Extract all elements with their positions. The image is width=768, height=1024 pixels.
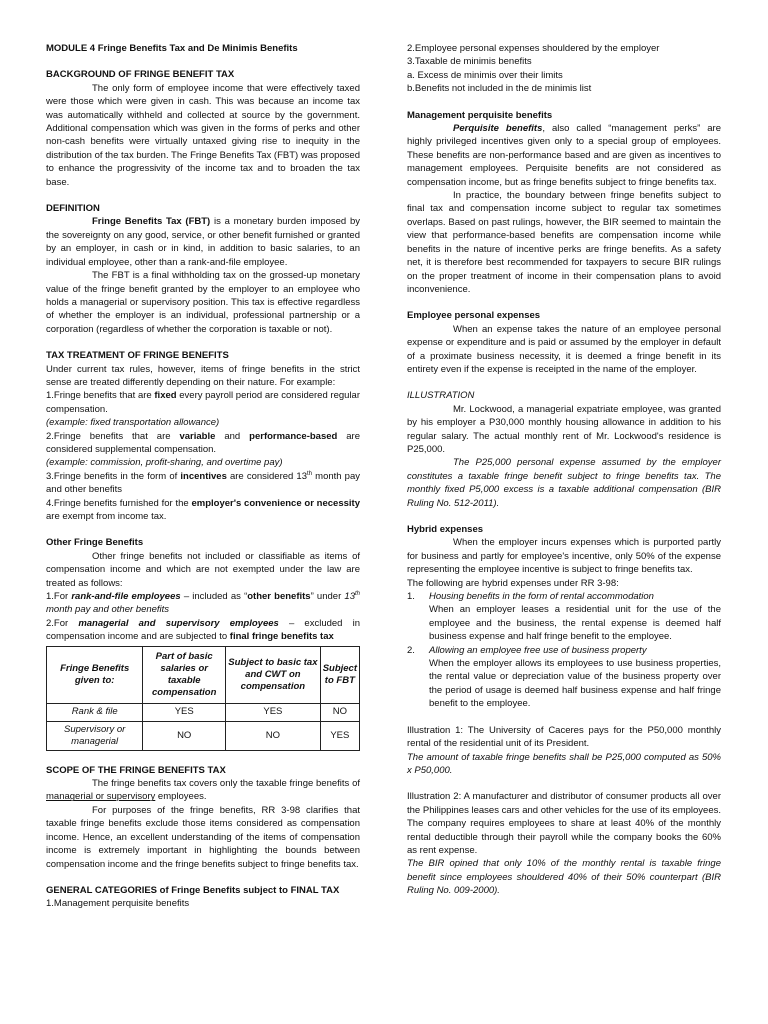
treatment-item-1	[46, 389, 360, 416]
hybrid-heading: Hybrid expenses	[407, 524, 484, 535]
perquisite-paragraph-2: In practice, the boundary between fringe benefits subject to final tax and compensation income subject to regular tax sometimes overlaps. Based on past rulings, however, the BIR seemed to maintain the view that performance-based benefits are compensation income while benefits in the nature of incentive perks are fringe benefits. As a safety net, it is therefore best recommended for taxpayers to secure BIR rulings on the proper treatment of income in their compensation plans to avoid inconvenience.	[407, 190, 721, 295]
table-cell: NO	[320, 703, 359, 721]
scope-paragraph-2: For purposes of the fringe benefits, RR 3-98 clarifies that taxable fringe benefits exclude those items considered as compensation income. Hence, an excellent understanding of the items of compensation income is extremely important in highlighting the bounds between compensation income and the fringe benefits subject to fringe benefits tax.	[46, 804, 360, 870]
table-cell: Rank & file	[47, 703, 143, 721]
category-item-1: 1.Management perquisite benefits	[46, 898, 190, 910]
item-text: are considered 13	[226, 470, 308, 482]
definition-heading: DEFINITION	[46, 203, 100, 215]
scope-underlined: managerial or supervisory	[46, 791, 156, 803]
scope-paragraph-1	[46, 777, 360, 804]
left-column	[46, 42, 360, 911]
perquisite-paragraph-1	[407, 122, 721, 189]
other-benefits-heading: Other Fringe Benefits	[46, 537, 144, 549]
other-item-1	[46, 590, 360, 617]
hybrid-item-2-body: When the employer allows its employees to use business properties, the rental value or depreciation value of the business property over the period of usage is deemed half business expense and half fringe benefit to the employee.	[429, 658, 721, 710]
ordinal-suffix: th	[355, 590, 361, 597]
item-text: – included as “	[180, 591, 248, 603]
list-number: 1.	[407, 591, 415, 603]
definition-paragraph-1	[46, 215, 360, 269]
item-text: and	[215, 430, 250, 442]
item-text: – excluded in compensation income and are subjected to	[46, 617, 360, 643]
illustration-2-result: The BIR opined that only 10% of the monthly rental is taxable fringe benefit since employees shouldered 40% of their 50% counterpart (BIR Ruling No. 009-2000).	[407, 858, 721, 897]
scope-heading: SCOPE OF THE FRINGE BENEFITS TAX	[46, 764, 226, 776]
treatment-item-2	[46, 430, 360, 457]
treatment-example-2: (example: commission, profit-sharing, and overtime pay)	[46, 457, 283, 469]
item-text: are exempt from income tax.	[46, 511, 167, 522]
item-emphasis: other benefits	[247, 591, 311, 603]
item-emphasis: rank-and-file employees	[71, 591, 181, 603]
scope-text: employees.	[155, 791, 207, 803]
personal-expenses-body: When an expense takes the nature of an employee personal expense or expenditure and is paid or assumed by the employer in default of a proximate business necessity, it is deemed a fringe benefit in its entirety even if the expense is receipted in the name of the employer.	[407, 323, 721, 375]
table-header-cell: Subject to FBT	[320, 646, 359, 703]
hybrid-item-1-title: Housing benefits in the form of rental accommodation	[429, 591, 654, 603]
item-emphasis: final fringe benefits tax	[229, 631, 334, 643]
item-text: every payroll period are considered regular compensation.	[46, 390, 360, 415]
treatment-example-1: (example: fixed transportation allowance)	[46, 417, 220, 429]
hybrid-item-2-title: Allowing an employee free use of business property	[429, 644, 647, 656]
item-text: 3.Fringe benefits in the form of	[46, 470, 181, 482]
item-emphasis: variable	[179, 430, 216, 442]
list-number: 2.	[407, 644, 415, 656]
item-text: 2.Fringe benefits that are	[46, 430, 180, 442]
item-emphasis: performance-based	[249, 430, 338, 442]
item-emphasis: managerial and supervisory employees	[78, 617, 279, 629]
categories-heading-a: GENERAL CATEGORIES	[46, 884, 158, 896]
personal-expenses-heading: Employee personal expenses	[407, 310, 541, 322]
item-italic: month pay and other benefits	[46, 604, 170, 616]
illustration-2-text: Illustration 2: A manufacturer and distributor of consumer products all over the Philippines leases cars and other vehicles for the use of its employees. The company requires employees to share at least 40% of the monthly rental deductible through their payroll while the company books the 60% as rent expense.	[407, 791, 721, 856]
scope-text: The fringe benefits tax covers only the taxable fringe benefits of	[92, 778, 360, 790]
illustration-1-result: The amount of taxable fringe benefits shall be P25,000 computed as 50% x P50,000.	[407, 751, 721, 776]
illustration-1-text: Illustration 1: The University of Caceres pays for the P50,000 monthly rental of the residential unit of its President.	[407, 724, 721, 750]
table-cell: YES	[320, 721, 359, 750]
treatment-item-4	[46, 497, 360, 524]
item-text: ” under	[310, 591, 345, 603]
other-item-2	[46, 617, 360, 644]
hybrid-body: When the employer incurs expenses which is purported partly for business and partly for employee's incentive, only 50% of the expense representing the employee incentive is subject to fringe benefits tax.	[407, 537, 721, 576]
fbt-term: Fringe Benefits Tax (FBT)	[92, 216, 211, 228]
item-text: 1.Fringe benefits that are	[46, 390, 155, 402]
hybrid-item-1	[407, 590, 721, 603]
background-heading: BACKGROUND OF FRINGE BENEFIT TAX	[46, 69, 235, 81]
treatment-item-3	[46, 470, 360, 497]
hybrid-item-2	[407, 644, 721, 657]
background-body: The only form of employee income that were effectively taxed were those which were given in cash. This was because an income tax was automatically withheld and collected at source by the government. Additional compensation which was given in the forms of perks and other non-cash benefits were virtually untaxed giving rise to inequity in the distribution of the tax burden. The Fringe Benefits Tax (FBT) was proposed to enhance the progressivity of the income tax and to broaden the tax base.	[46, 82, 360, 188]
category-item-3: 3.Taxable de minimis benefits	[407, 56, 532, 68]
item-emphasis: incentives	[180, 470, 227, 482]
item-emphasis: fixed	[154, 390, 177, 402]
table-header-row	[47, 646, 360, 703]
categories-heading	[46, 884, 360, 897]
item-text: month pay and other benefits	[46, 470, 360, 496]
ordinal-suffix: th	[307, 470, 313, 477]
item-text: 1.For	[46, 591, 72, 603]
table-row	[47, 703, 360, 721]
hybrid-intro: The following are hybrid expenses under RR 3-98:	[407, 577, 619, 589]
perquisite-text: , also called “management perks” are highly privileged incentives given only to a special group of employees. These benefits are non-performance based and are given as incentives to management employees. Perquisite benefits are not considered as compensation income, but as fringe benefits subject to fringe benefits tax.	[407, 123, 721, 188]
item-emphasis: employer's convenience or necessity	[191, 497, 360, 509]
definition-p1-text: is a monetary burden imposed by the sovereignty on any good, service, or other benefit furnished or granted by an employer, in cash or in kind, in addition to basic salaries, to an individual employee, other than a rank-and-file employee.	[46, 216, 361, 268]
item-text: 4.Fringe benefits furnished for the	[46, 497, 192, 509]
illustration-heading: ILLUSTRATION	[407, 390, 475, 402]
module-title: MODULE 4 Fringe Benefits Tax and De Minimis Benefits	[46, 43, 298, 54]
illustration-body: Mr. Lockwood, a managerial expatriate employee, was granted by his employer a P30,000 monthly housing allowance in addition to his regular salary. The actual monthly rent of Mr. Lockwood's residence is P25,000.	[407, 403, 721, 455]
category-sub-a: a. Excess de minimis over their limits	[407, 69, 563, 81]
categories-heading-b: of Fringe Benefits subject to FINAL TAX	[157, 884, 340, 896]
table-header-cell: Subject to basic tax and CWT on compensation	[226, 646, 321, 703]
other-benefits-body: Other fringe benefits not included or classifiable as items of compensation income and which are not exempted under the law are treated as follows:	[46, 550, 360, 589]
illustration-conclusion: The P25,000 personal expense assumed by the employer constitutes a taxable fringe benefit subject to fringe benefits tax. The monthly fixed P5,000 excess is a taxable additional compensation (BIR Ruling No. 512-2011).	[407, 457, 721, 509]
fringe-benefits-table	[46, 646, 360, 751]
hybrid-item-1-body: When an employer leases a residential unit for the use of the employee and the business, the rental expense is deemed half business expense and half fringe benefit to the employee.	[429, 604, 721, 643]
tax-treatment-heading: TAX TREATMENT OF FRINGE BENEFITS	[46, 350, 229, 362]
table-cell: NO	[143, 721, 226, 750]
table-cell: Supervisory or managerial	[47, 721, 143, 750]
perquisite-heading: Management perquisite benefits	[407, 109, 553, 121]
category-item-2: 2.Employee personal expenses shouldered by the employer	[407, 43, 660, 54]
table-header-cell: Part of basic salaries or taxable compensation	[143, 646, 226, 703]
perquisite-term: Perquisite benefits	[453, 123, 543, 135]
right-column	[407, 42, 721, 898]
table-cell: NO	[226, 721, 321, 750]
table-cell: YES	[226, 703, 321, 721]
item-italic: 13	[344, 591, 355, 603]
table-row	[47, 721, 360, 750]
tax-treatment-intro: Under current tax rules, however, items of fringe benefits in the strict sense are treated differently depending on their nature. For example:	[46, 363, 360, 388]
definition-paragraph-2: The FBT is a final withholding tax on the grossed-up monetary value of the fringe benefit granted by the employer to an employee who holds a managerial or supervisory position. This tax is effective regardless of whether the employer is an individual, professional partnership or a corporation (regardless of whether the corporation is taxable or not).	[46, 270, 360, 335]
item-text: are considered supplemental compensation.	[46, 430, 361, 455]
table-cell: YES	[143, 703, 226, 721]
table-header-cell: Fringe Benefits given to:	[47, 646, 143, 703]
item-text: 2.For	[46, 617, 79, 629]
category-sub-b: b.Benefits not included in the de minimis list	[407, 83, 592, 95]
